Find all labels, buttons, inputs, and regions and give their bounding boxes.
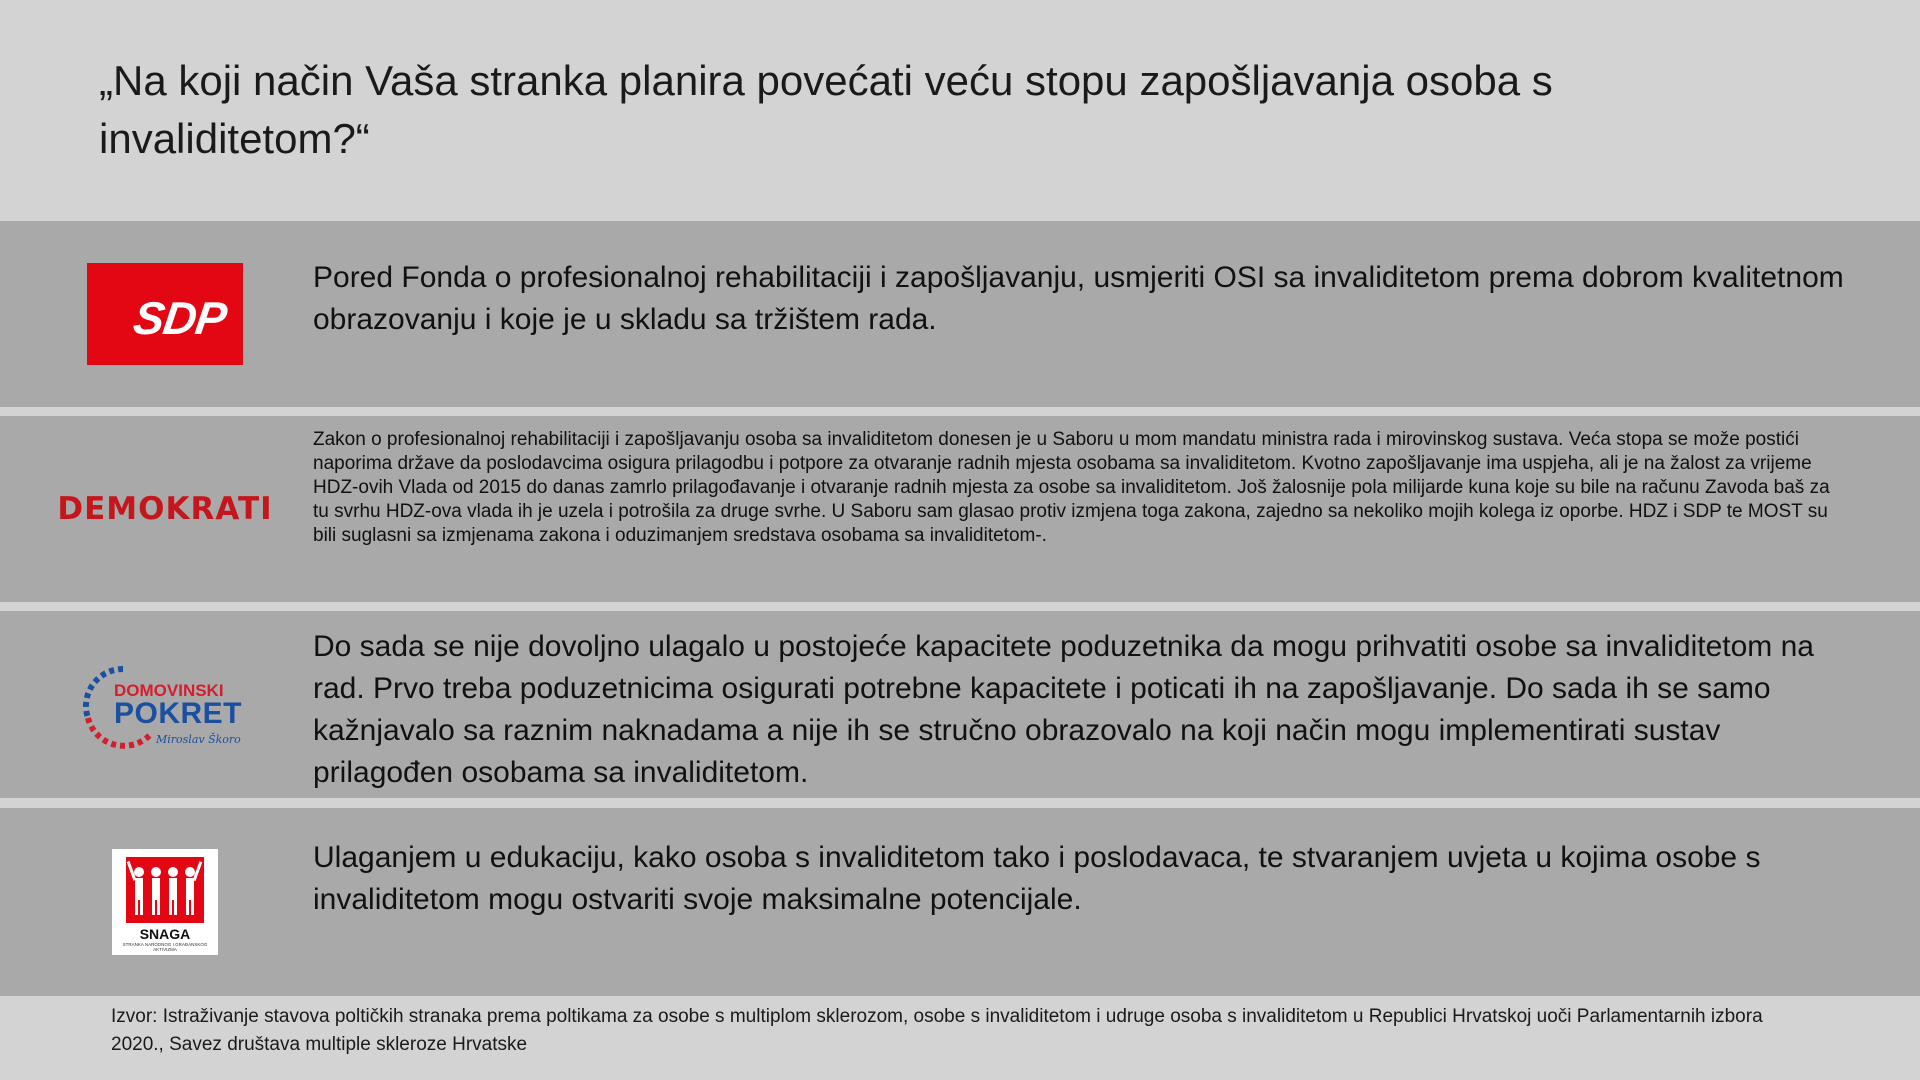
page-title: „Na koji način Vaša stranka planira povećati veću stopu zapošljavanja osoba s invaliditetom?“ [99,57,1553,162]
answer-text: Zakon o profesionalnoj rehabilitaciji i zapošljavanju osoba sa invaliditetom donesen je u Saboru u mom mandatu ministra rada i mirovinskog sustava. Veća stopa se može postići naporima države da poslodavcima osigura prilagodbu i potpore za otvaranje radnih mjesta osobama sa invaliditetom. Kvotno zapošljavanje ima uspjeha, ali je na žalost za vrijeme HDZ-ovih Vlada od 2015 do danas zamrlo prilagođavanje i otvaranje radnih mjesta za osobe sa invaliditetom. Još žalosnije pola milijarde kuna koje su bile na računu Zavoda baš za tu svrhu HDZ-ova vlada ih je uzela i potrošila za druge svrhe. U Saboru sam glasao protiv izmjena toga zakona, zajedno sa nekoliko mojih kolega iz oporbe. HDZ i SDP te MOST su bili suglasni sa izmjenama zakona i oduzimanjem sredstava osobama sa invaliditetom-. [313,429,1830,546]
dp-logo-line1: DOMOVINSKI [114,680,224,700]
logo-cell [0,416,300,602]
answer-row-demokrati [0,416,1920,602]
answer-text: Pored Fonda o profesionalnoj rehabilitaciji i zapošljavanju, usmjeriti OSI sa invaliditetom prema dobrom kvalitetnom obrazovanju i koje je u skladu sa tržištem rada. [313,261,1844,336]
answer-row-snaga [0,808,1920,996]
logo-cell [0,221,300,407]
dp-logo-line2: POKRET [114,696,243,730]
people-group-icon [126,857,204,923]
logo-cell [0,611,300,798]
sdp-logo-text: SDP [130,292,230,344]
answer-text: Do sada se nije dovoljno ulagalo u postojeće kapacitete poduzetnika da mogu prihvatiti osobe sa invaliditetom na rad. Prvo treba poduzetnicima osigurati potrebne kapacitete i poticati ih na zapošljavanje. Do sada ih se samo kažnjavalo sa raznim naknadama a nije ih se stručno obrazovalo na koji način mogu implementirati sustav prilagođen osobama sa invaliditetom. [313,630,1814,789]
demokrati-logo: DEMOKRATI [57,491,273,527]
snaga-logo-name: SNAGA [139,926,191,942]
domovinski-pokret-logo [80,655,250,755]
snaga-logo-subtitle: STRANKA NARODNOG I GRAĐANSKOG AKTIVIZMA [122,942,208,952]
answer-text: Ulaganjem u edukaciju, kako osoba s invaliditetom tako i poslodavaca, te stvaranjem uvjeta u kojima osobe s invaliditetom mogu ostvariti svoje maksimalne potencijale. [313,841,1761,916]
source-note: Izvor: Istraživanje stavova poltičkih stranaka prema poltikama za osobe s multiplom sklerozom, osobe s invaliditetom i udruge osoba s invaliditetom u Republici Hrvatskoj uoči Parlamentarnih izbora 2020., Savez društava multiple skleroze Hrvatske [111,1006,1763,1055]
dp-logo-signature: Miroslav Škoro [156,732,241,746]
logo-cell [0,808,300,996]
snaga-logo [112,849,218,955]
answer-row-sdp [0,221,1920,407]
sdp-logo [87,263,243,365]
answer-row-domovinski-pokret [0,611,1920,798]
